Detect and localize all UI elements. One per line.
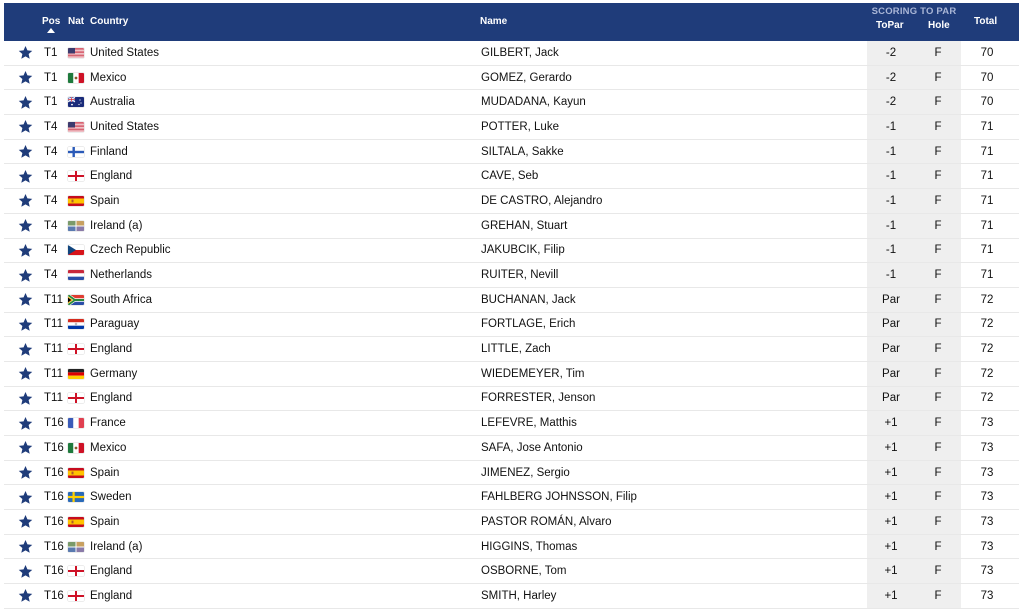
table-row[interactable] bbox=[4, 140, 1019, 165]
hole-cell: F bbox=[915, 559, 961, 583]
hole-cell: F bbox=[915, 41, 961, 65]
table-row[interactable] bbox=[4, 189, 1019, 214]
country-cell: England bbox=[90, 343, 133, 356]
country-flag-icon bbox=[68, 164, 84, 188]
country-flag-icon bbox=[68, 313, 84, 337]
table-row[interactable] bbox=[4, 263, 1019, 288]
country-flag-icon bbox=[68, 510, 84, 534]
favorite-star-icon[interactable] bbox=[18, 411, 34, 435]
total-cell: 73 bbox=[980, 441, 994, 454]
position-cell: T11 bbox=[44, 367, 63, 380]
position-cell: T4 bbox=[44, 219, 58, 232]
table-row[interactable] bbox=[4, 411, 1019, 436]
topar-cell: -1 bbox=[867, 189, 915, 213]
position-cell: T16 bbox=[44, 515, 64, 528]
position-cell: T11 bbox=[44, 392, 63, 405]
hole-cell: F bbox=[915, 362, 961, 386]
total-cell: 73 bbox=[980, 540, 994, 553]
total-cell: 71 bbox=[980, 194, 994, 207]
position-cell: T11 bbox=[44, 318, 63, 331]
player-name-link[interactable]: FORTLAGE, Erich bbox=[481, 318, 576, 331]
total-cell: 73 bbox=[980, 417, 994, 430]
favorite-star-icon[interactable] bbox=[18, 214, 34, 238]
country-cell: Spain bbox=[90, 466, 120, 479]
total-cell: 72 bbox=[980, 367, 994, 380]
country-cell: Netherlands bbox=[90, 269, 153, 282]
country-cell: Spain bbox=[90, 515, 120, 528]
country-cell: United States bbox=[90, 46, 160, 59]
position-cell: T16 bbox=[44, 491, 64, 504]
total-cell: 70 bbox=[980, 96, 994, 109]
total-cell: 72 bbox=[980, 343, 994, 356]
country-flag-icon bbox=[68, 214, 84, 238]
hole-cell: F bbox=[915, 164, 961, 188]
country-flag-icon bbox=[68, 41, 84, 65]
total-cell: 71 bbox=[980, 219, 994, 232]
total-cell: 70 bbox=[980, 71, 994, 84]
player-name-link[interactable]: CAVE, Seb bbox=[481, 170, 539, 183]
favorite-star-icon[interactable] bbox=[18, 140, 34, 164]
leaderboard-rows bbox=[4, 41, 1019, 609]
topar-cell: +1 bbox=[867, 461, 915, 485]
player-name-link[interactable]: PASTOR ROMÁN, Alvaro bbox=[481, 515, 612, 528]
favorite-star-icon[interactable] bbox=[18, 164, 34, 188]
hole-cell: F bbox=[915, 337, 961, 361]
country-cell: Sweden bbox=[90, 491, 132, 504]
hole-cell: F bbox=[915, 411, 961, 435]
position-cell: T4 bbox=[44, 120, 58, 133]
player-name-link[interactable]: RUITER, Nevill bbox=[481, 269, 559, 282]
country-cell: Australia bbox=[90, 96, 135, 109]
country-flag-icon bbox=[68, 485, 84, 509]
header-hole[interactable]: Hole bbox=[928, 20, 950, 31]
header-country[interactable]: Country bbox=[90, 16, 129, 27]
country-flag-icon bbox=[68, 362, 84, 386]
hole-cell: F bbox=[915, 90, 961, 114]
position-cell: T16 bbox=[44, 417, 64, 430]
player-name-link[interactable]: BUCHANAN, Jack bbox=[481, 293, 576, 306]
hole-cell: F bbox=[915, 115, 961, 139]
favorite-star-icon[interactable] bbox=[18, 387, 34, 411]
table-row[interactable] bbox=[4, 239, 1019, 264]
player-name-link[interactable]: SAFA, Jose Antonio bbox=[481, 441, 583, 454]
favorite-star-icon[interactable] bbox=[18, 461, 34, 485]
player-name-link[interactable]: FORRESTER, Jenson bbox=[481, 392, 596, 405]
country-cell: Mexico bbox=[90, 71, 127, 84]
position-cell: T16 bbox=[44, 565, 64, 578]
player-name-link[interactable]: MUDADANA, Kayun bbox=[481, 96, 586, 109]
header-topar[interactable]: ToPar bbox=[876, 20, 904, 31]
country-cell: England bbox=[90, 170, 133, 183]
total-cell: 70 bbox=[980, 46, 994, 59]
total-cell: 72 bbox=[980, 293, 994, 306]
header-nat[interactable]: Nat bbox=[68, 16, 85, 27]
position-cell: T16 bbox=[44, 466, 64, 479]
hole-cell: F bbox=[915, 387, 961, 411]
country-flag-icon bbox=[68, 387, 84, 411]
total-cell: 73 bbox=[980, 466, 994, 479]
topar-cell: -1 bbox=[867, 140, 915, 164]
total-cell: 72 bbox=[980, 318, 994, 331]
topar-cell: -2 bbox=[867, 66, 915, 90]
player-name-link[interactable]: GOMEZ, Gerardo bbox=[481, 71, 572, 84]
country-cell: Paraguay bbox=[90, 318, 140, 331]
player-name-link[interactable]: GREHAN, Stuart bbox=[481, 219, 568, 232]
total-cell: 71 bbox=[980, 170, 994, 183]
table-row[interactable] bbox=[4, 66, 1019, 91]
topar-cell: Par bbox=[867, 387, 915, 411]
table-row[interactable] bbox=[4, 559, 1019, 584]
position-cell: T1 bbox=[44, 96, 58, 109]
hole-cell: F bbox=[915, 214, 961, 238]
topar-cell: -1 bbox=[867, 239, 915, 263]
player-name-link[interactable]: JIMENEZ, Sergio bbox=[481, 466, 570, 479]
topar-cell: Par bbox=[867, 313, 915, 337]
hole-cell: F bbox=[915, 485, 961, 509]
position-cell: T4 bbox=[44, 269, 58, 282]
table-row[interactable] bbox=[4, 436, 1019, 461]
country-flag-icon bbox=[68, 411, 84, 435]
topar-cell: -1 bbox=[867, 214, 915, 238]
country-flag-icon bbox=[68, 90, 84, 114]
topar-cell: -1 bbox=[867, 115, 915, 139]
country-flag-icon bbox=[68, 140, 84, 164]
table-row[interactable] bbox=[4, 362, 1019, 387]
player-name-link[interactable]: JAKUBCIK, Filip bbox=[481, 244, 565, 257]
favorite-star-icon[interactable] bbox=[18, 189, 34, 213]
country-flag-icon bbox=[68, 436, 84, 460]
country-flag-icon bbox=[68, 288, 84, 312]
favorite-star-icon[interactable] bbox=[18, 362, 34, 386]
player-name-link[interactable]: SMITH, Harley bbox=[481, 589, 557, 602]
hole-cell: F bbox=[915, 510, 961, 534]
table-row[interactable] bbox=[4, 535, 1019, 560]
country-flag-icon bbox=[68, 263, 84, 287]
player-name-link[interactable]: LITTLE, Zach bbox=[481, 343, 551, 356]
total-cell: 73 bbox=[980, 515, 994, 528]
hole-cell: F bbox=[915, 461, 961, 485]
topar-cell: +1 bbox=[867, 535, 915, 559]
topar-cell: -2 bbox=[867, 90, 915, 114]
total-cell: 71 bbox=[980, 120, 994, 133]
favorite-star-icon[interactable] bbox=[18, 584, 34, 608]
position-cell: T11 bbox=[44, 293, 63, 306]
hole-cell: F bbox=[915, 66, 961, 90]
favorite-star-icon[interactable] bbox=[18, 239, 34, 263]
country-flag-icon bbox=[68, 189, 84, 213]
hole-cell: F bbox=[915, 288, 961, 312]
hole-cell: F bbox=[915, 584, 961, 608]
country-cell: South Africa bbox=[90, 293, 153, 306]
position-cell: T16 bbox=[44, 589, 64, 602]
header-total[interactable]: Total bbox=[974, 16, 998, 27]
country-cell: Ireland (a) bbox=[90, 219, 143, 232]
favorite-star-icon[interactable] bbox=[18, 510, 34, 534]
position-cell: T4 bbox=[44, 244, 58, 257]
favorite-star-icon[interactable] bbox=[18, 66, 34, 90]
leaderboard-header bbox=[4, 3, 1019, 41]
player-name-link[interactable]: SILTALA, Sakke bbox=[481, 145, 564, 158]
header-scoring-to-par: SCORING TO PAR bbox=[871, 6, 957, 17]
topar-cell: -1 bbox=[867, 164, 915, 188]
favorite-star-icon[interactable] bbox=[18, 559, 34, 583]
topar-cell: -2 bbox=[867, 41, 915, 65]
total-cell: 73 bbox=[980, 565, 994, 578]
position-cell: T1 bbox=[44, 46, 58, 59]
table-row[interactable] bbox=[4, 337, 1019, 362]
table-row[interactable] bbox=[4, 90, 1019, 115]
total-cell: 71 bbox=[980, 269, 994, 282]
total-cell: 72 bbox=[980, 392, 994, 405]
player-name-link[interactable]: LEFEVRE, Matthis bbox=[481, 417, 577, 430]
topar-cell: +1 bbox=[867, 559, 915, 583]
player-name-link[interactable]: POTTER, Luke bbox=[481, 120, 559, 133]
table-row[interactable] bbox=[4, 115, 1019, 140]
country-cell: Mexico bbox=[90, 441, 127, 454]
country-flag-icon bbox=[68, 239, 84, 263]
position-cell: T4 bbox=[44, 145, 58, 158]
header-pos[interactable]: Pos bbox=[42, 16, 61, 27]
table-row[interactable] bbox=[4, 41, 1019, 66]
country-flag-icon bbox=[68, 584, 84, 608]
country-flag-icon bbox=[68, 337, 84, 361]
position-cell: T16 bbox=[44, 540, 64, 553]
country-flag-icon bbox=[68, 115, 84, 139]
favorite-star-icon[interactable] bbox=[18, 288, 34, 312]
player-name-link[interactable]: OSBORNE, Tom bbox=[481, 565, 567, 578]
topar-cell: Par bbox=[867, 362, 915, 386]
table-row[interactable] bbox=[4, 485, 1019, 510]
country-cell: England bbox=[90, 565, 133, 578]
position-cell: T1 bbox=[44, 71, 58, 84]
table-row[interactable] bbox=[4, 387, 1019, 412]
total-cell: 71 bbox=[980, 145, 994, 158]
topar-cell: +1 bbox=[867, 485, 915, 509]
player-name-link[interactable]: DE CASTRO, Alejandro bbox=[481, 194, 603, 207]
leaderboard bbox=[4, 3, 1019, 609]
table-row[interactable] bbox=[4, 510, 1019, 535]
player-name-link[interactable]: HIGGINS, Thomas bbox=[481, 540, 578, 553]
total-cell: 73 bbox=[980, 589, 994, 602]
hole-cell: F bbox=[915, 535, 961, 559]
topar-cell: +1 bbox=[867, 510, 915, 534]
country-flag-icon bbox=[68, 559, 84, 583]
country-cell: Finland bbox=[90, 145, 128, 158]
table-row[interactable] bbox=[4, 313, 1019, 338]
topar-cell: +1 bbox=[867, 584, 915, 608]
topar-cell: +1 bbox=[867, 411, 915, 435]
favorite-star-icon[interactable] bbox=[18, 485, 34, 509]
country-cell: United States bbox=[90, 120, 160, 133]
favorite-star-icon[interactable] bbox=[18, 313, 34, 337]
favorite-star-icon[interactable] bbox=[18, 90, 34, 114]
hole-cell: F bbox=[915, 189, 961, 213]
hole-cell: F bbox=[915, 313, 961, 337]
country-cell: Germany bbox=[90, 367, 138, 380]
position-cell: T4 bbox=[44, 170, 58, 183]
position-cell: T16 bbox=[44, 441, 64, 454]
table-row[interactable] bbox=[4, 584, 1019, 609]
table-row[interactable] bbox=[4, 164, 1019, 189]
player-name-link[interactable]: WIEDEMEYER, Tim bbox=[481, 367, 585, 380]
favorite-star-icon[interactable] bbox=[18, 41, 34, 65]
favorite-star-icon[interactable] bbox=[18, 115, 34, 139]
country-flag-icon bbox=[68, 535, 84, 559]
topar-cell: -1 bbox=[867, 263, 915, 287]
player-name-link[interactable]: GILBERT, Jack bbox=[481, 46, 559, 59]
position-cell: T4 bbox=[44, 194, 58, 207]
table-row[interactable] bbox=[4, 214, 1019, 239]
favorite-star-icon[interactable] bbox=[18, 263, 34, 287]
hole-cell: F bbox=[915, 263, 961, 287]
country-cell: France bbox=[90, 417, 126, 430]
hole-cell: F bbox=[915, 436, 961, 460]
hole-cell: F bbox=[915, 140, 961, 164]
favorite-star-icon[interactable] bbox=[18, 535, 34, 559]
country-flag-icon bbox=[68, 461, 84, 485]
sort-ascending-icon[interactable] bbox=[47, 28, 55, 33]
country-cell: Czech Republic bbox=[90, 244, 171, 257]
topar-cell: Par bbox=[867, 288, 915, 312]
table-row[interactable] bbox=[4, 461, 1019, 486]
country-cell: England bbox=[90, 392, 133, 405]
player-name-link[interactable]: FAHLBERG JOHNSSON, Filip bbox=[481, 491, 637, 504]
country-cell: Ireland (a) bbox=[90, 540, 143, 553]
topar-cell: Par bbox=[867, 337, 915, 361]
topar-cell: +1 bbox=[867, 436, 915, 460]
favorite-star-icon[interactable] bbox=[18, 436, 34, 460]
position-cell: T11 bbox=[44, 343, 63, 356]
country-cell: Spain bbox=[90, 194, 120, 207]
total-cell: 73 bbox=[980, 491, 994, 504]
favorite-star-icon[interactable] bbox=[18, 337, 34, 361]
header-name[interactable]: Name bbox=[480, 16, 508, 27]
total-cell: 71 bbox=[980, 244, 994, 257]
country-flag-icon bbox=[68, 66, 84, 90]
hole-cell: F bbox=[915, 239, 961, 263]
country-cell: England bbox=[90, 589, 133, 602]
table-row[interactable] bbox=[4, 288, 1019, 313]
